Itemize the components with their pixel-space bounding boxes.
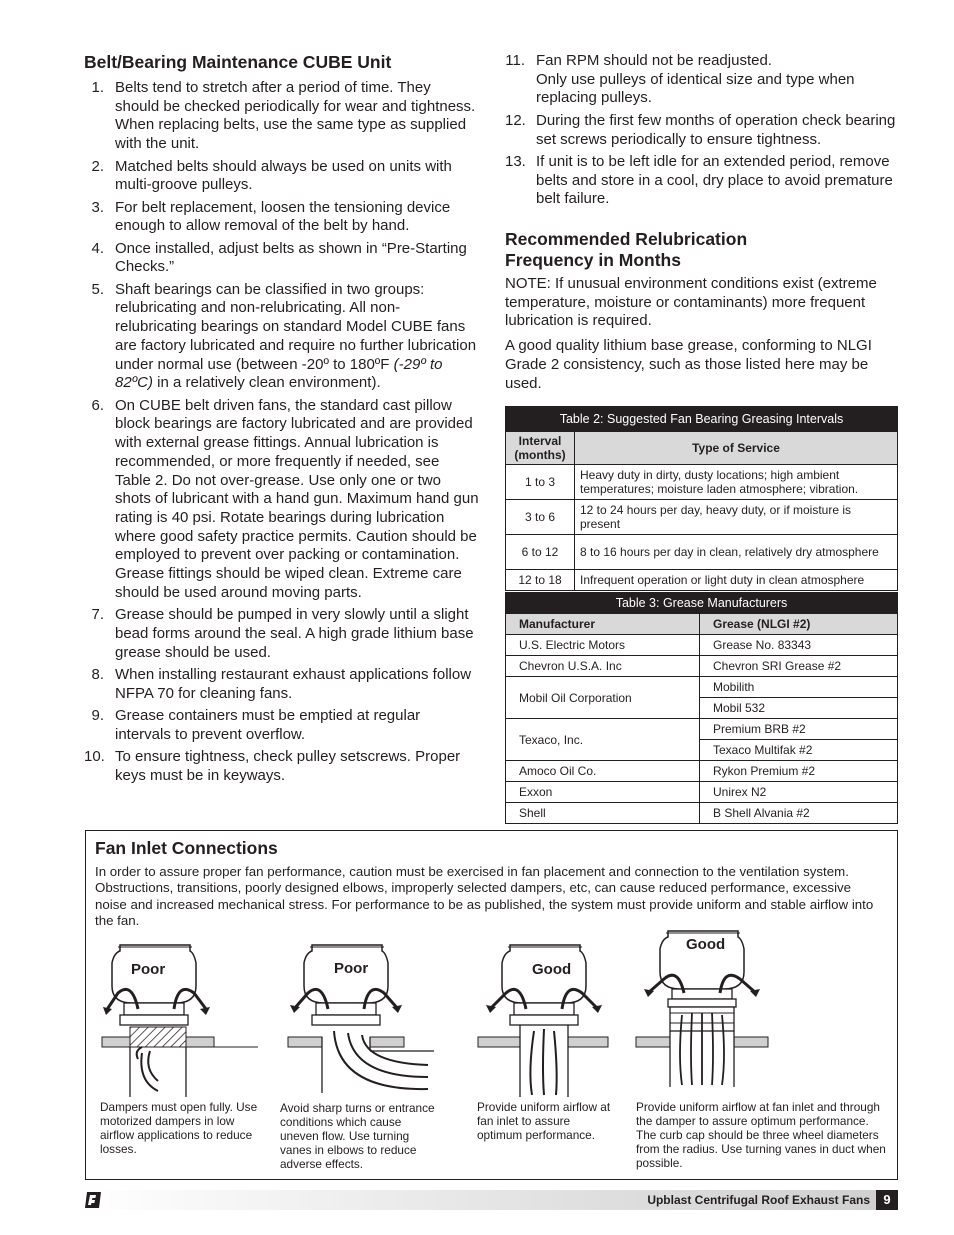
table-header: Interval (months) [506,432,575,465]
table-row: 1 to 3 Heavy duty in dirty, dusty locations; high ambient temperatures; moisture laden atmosphere; vibration. [506,465,898,500]
list-item: 5. Shaft bearings can be classified in two groups: relubricating and non-relubricating. All non-relubricating bearings on standard Model CUBE fans are factory lubricated and require no further lubrication under normal use (between -20º to 180ºF (-29º to 82ºC) in a relatively clean environment). [91,280,477,392]
grease-paragraph: A good quality lithium base grease, conforming to NLGI Grade 2 consistency, such as those listed here may be used. [505,337,872,392]
left-column [84,52,479,789]
footer-title: Upblast Centrifugal Roof Exhaust Fans [647,1193,870,1207]
page-footer [84,1190,898,1210]
diagram-caption: Avoid sharp turns or entrance conditions which cause uneven flow. Use turning vanes in elbows to reduce adverse effects. [280,1101,435,1171]
fan-inlet-intro: In order to assure proper fan performance, caution must be exercised in fan placement and connection to the ventilation system. Obstructions, transitions, poorly designed elbows, improperly selected dampers, etc, can cause reduced performance, excessive noise and increased mechanical stress. For performance to be as published, the system must provide uniform and stable airflow into the fan. [95,864,874,928]
section-title-fan-inlet: Fan Inlet Connections [95,838,278,858]
diagram-caption: Dampers must open fully. Use motorized dampers in low airflow applications to reduce losses. [100,1100,258,1156]
page-number: 9 [876,1190,898,1210]
list-item: 6. On CUBE belt driven fans, the standard cast pillow block bearings are factory lubricated and are provided with external grease fittings. Annual lubrication is recommended, or more frequently if needed, see Table 2. Do not over-grease. Use only one or two shots of lubricant with a hand gun. Maximum hand gun rating is 40 psi. Rotate bearings during lubrication where good safety practice permits. Caution should be employed to prevent over packing or contamination. Grease fittings should be wiped clean. Extreme care should be used around moving parts. [91,396,479,601]
section-title-relubrication: Recommended Relubrication Frequency in Months [505,229,748,270]
maintenance-list [84,79,479,786]
list-item: 13. If unit is to be left idle for an extended period, remove belts and store in a cool, dry place to avoid premature belt failure. [505,152,893,208]
list-item: 12. During the first few months of operation check bearing set screws periodically to ensure tightness. [505,111,896,148]
list-item: 3. For belt replacement, loosen the tensioning device enough to allow removal of the belt by hand. [91,198,451,235]
table-row: Shell B Shell Alvania #2 [506,803,898,824]
table-header: Grease (NLGI #2) [700,614,898,635]
diagram-caption: Provide uniform airflow at fan inlet to assure optimum performance. [477,1100,611,1142]
fan-inlet-connections-box [85,830,898,1180]
section-title-belt-bearing: Belt/Bearing Maintenance CUBE Unit [84,52,392,72]
note-paragraph: NOTE: If unusual environment conditions exist (extreme temperature, moisture or contaminants) more frequent lubrication is required. [505,275,877,330]
diagram-poor-damper [98,941,258,1101]
table-caption: Table 2: Suggested Fan Bearing Greasing Intervals [506,407,898,432]
list-item: 7. Grease should be pumped in very slowly until a slight bead forms around the seal. A high grade lithium base grease should be used. [91,606,474,661]
diagram-label-good: Good [686,936,726,953]
table-row: Texaco Multifak #2 [506,740,898,761]
diagram-label-good: Good [532,961,572,978]
company-logo-icon [84,1191,102,1209]
table-greasing-intervals [505,406,898,591]
table-row: 6 to 12 8 to 16 hours per day in clean, relatively dry atmosphere [506,535,898,570]
list-item: 8. When installing restaurant exhaust applications follow NFPA 70 for cleaning fans. [91,665,472,702]
table-row: Chevron U.S.A. Inc Chevron SRI Grease #2 [506,656,898,677]
maintenance-list-continued [505,52,898,209]
list-item: 10. To ensure tightness, check pulley setscrews. Proper keys must be in keyways. [84,748,461,784]
table-row: Exxon Unirex N2 [506,782,898,803]
diagram-label-poor: Poor [334,960,369,977]
diagram-caption: Provide uniform airflow at fan inlet and through the damper to assure optimum performance. The curb cap should be three wheel diameters from the radius. Use turning vanes in duct when possible. [636,1100,886,1170]
diagram-label-poor: Poor [131,961,166,978]
table-row: Mobil 532 [506,698,898,719]
table-row: Mobil Oil Corporation Mobilith [506,677,898,698]
list-item: 4. Once installed, adjust belts as shown in “Pre-Starting Checks.” [91,239,467,276]
table-header: Manufacturer [506,614,700,635]
list-item: 2. Matched belts should always be used on units with multi-groove pulleys. [91,157,452,194]
list-item: 1. Belts tend to stretch after a period of time. They should be checked periodically for wear and tightness. When replacing belts, use the same type as supplied with the unit. [91,79,476,153]
table-row: U.S. Electric Motors Grease No. 83343 [506,635,898,656]
list-item: 11. Fan RPM should not be readjusted. Only use pulleys of identical size and type when replacing pulleys. [505,52,855,107]
table-row: Texaco, Inc. Premium BRB #2 [506,719,898,740]
table-row: Amoco Oil Co. Rykon Premium #2 [506,761,898,782]
table-row: 12 to 18 Infrequent operation or light duty in clean atmosphere [506,570,898,591]
table-grease-manufacturers [505,592,898,824]
table-row: 3 to 6 12 to 24 hours per day, heavy duty, or if moisture is present [506,500,898,535]
list-item: 9. Grease containers must be emptied at regular intervals to prevent overflow. [91,707,421,743]
diagram-good-damper [634,927,809,1102]
table-header: Type of Service [575,432,898,465]
table-caption: Table 3: Grease Manufacturers [506,593,898,614]
right-column [505,52,898,591]
